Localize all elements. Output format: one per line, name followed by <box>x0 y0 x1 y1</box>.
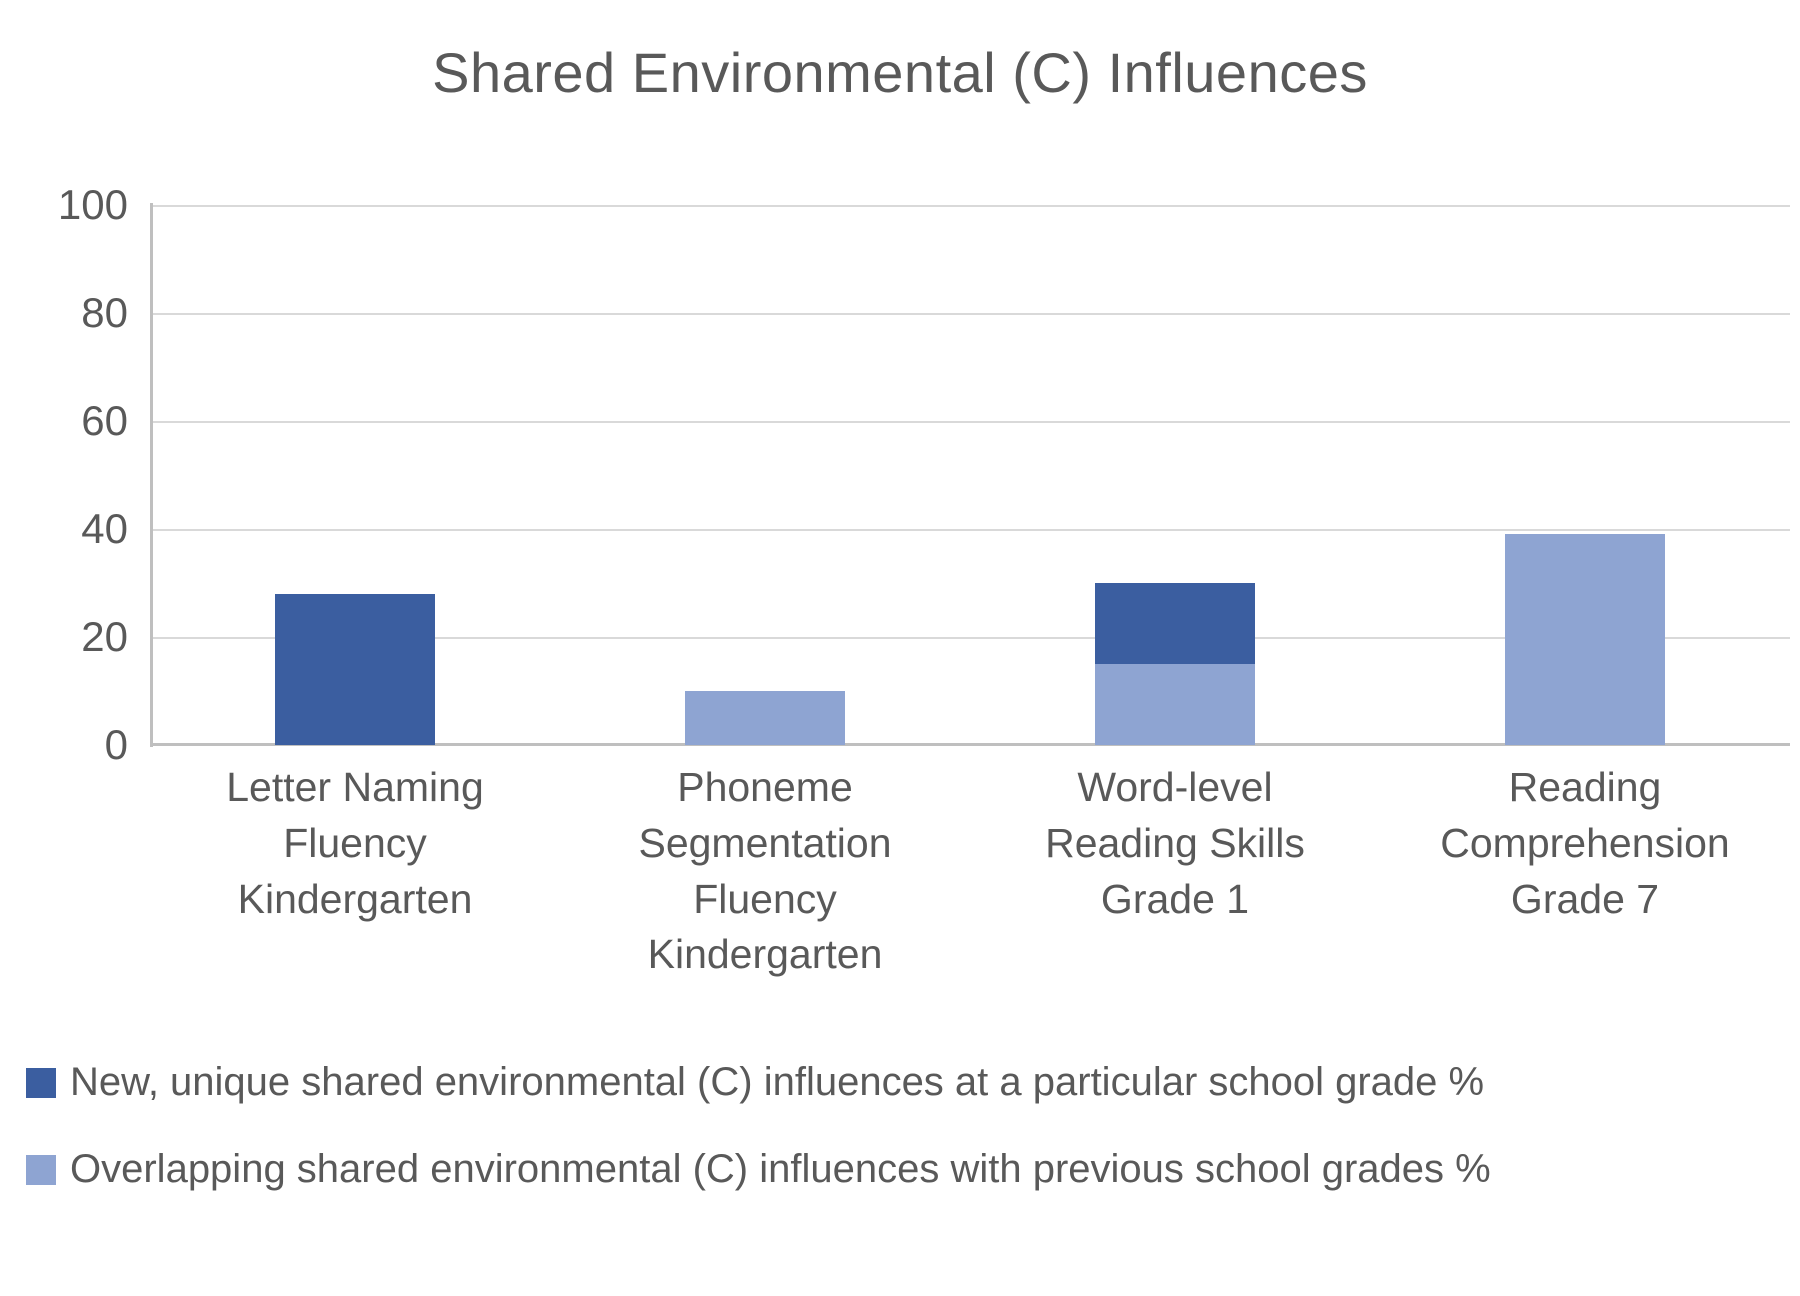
y-axis-tick-20: 20 <box>81 613 128 660</box>
x-label-line: Word-level <box>1077 764 1273 810</box>
x-axis-label-letter-naming-fluency <box>150 760 560 983</box>
bar-segment-new[interactable] <box>1095 583 1255 664</box>
x-label-line: Segmentation <box>638 819 892 866</box>
bar-slot-letter-naming-fluency <box>150 205 560 745</box>
x-label-line: Reading <box>1508 764 1662 810</box>
x-label-line: Reading Skills <box>1045 819 1305 866</box>
chart-title: Shared Environmental (C) Influences <box>432 41 1368 104</box>
x-label-line: Fluency <box>283 819 427 866</box>
bar-segment-overlap[interactable] <box>1505 534 1665 745</box>
legend-label-new: New, unique shared environmental (C) influences at a particular school grade % <box>70 1060 1485 1104</box>
bar-segment-overlap[interactable] <box>1095 664 1255 745</box>
x-axis-label-phoneme-segmentation-fluency <box>560 760 970 983</box>
bar-segment-new[interactable] <box>275 594 435 745</box>
x-axis-label-word-level-reading-skills <box>970 760 1380 983</box>
x-label-line: Grade 7 <box>1510 875 1660 922</box>
bar-stack <box>1505 534 1665 745</box>
x-label-line: Grade 1 <box>1100 875 1250 922</box>
x-axis-label-reading-comprehension <box>1380 760 1790 983</box>
bar-series-group <box>150 205 1790 745</box>
legend-label-overlap: Overlapping shared environmental (C) influences with previous school grades % <box>70 1147 1491 1191</box>
y-axis-tick-40: 40 <box>81 505 128 552</box>
x-label-line: Kindergarten <box>647 931 883 978</box>
y-axis-tick-100: 100 <box>57 181 128 228</box>
x-axis-labels <box>150 760 1790 983</box>
y-axis-tick-80: 80 <box>81 289 128 336</box>
bar-segment-overlap[interactable] <box>685 691 845 745</box>
bar-stack <box>275 594 435 745</box>
bar-stack <box>685 691 845 745</box>
bar-stack <box>1095 583 1255 745</box>
bar-slot-word-level-reading-skills <box>970 205 1380 745</box>
x-label-line: Fluency <box>693 875 837 922</box>
legend-item-new[interactable] <box>26 1060 1786 1105</box>
y-axis-tick-60: 60 <box>81 397 128 444</box>
y-axis-tick-0: 0 <box>104 721 128 768</box>
bar-slot-phoneme-segmentation-fluency <box>560 205 970 745</box>
bar-slot-reading-comprehension <box>1380 205 1790 745</box>
x-label-line: Phoneme <box>677 764 853 810</box>
x-label-line: Letter Naming <box>226 764 484 810</box>
legend-swatch-icon <box>26 1068 56 1098</box>
chart-legend <box>26 1060 1786 1234</box>
x-label-line: Kindergarten <box>237 875 473 922</box>
legend-item-overlap[interactable] <box>26 1147 1786 1192</box>
legend-swatch-icon <box>26 1155 56 1185</box>
x-label-line: Comprehension <box>1440 819 1730 866</box>
